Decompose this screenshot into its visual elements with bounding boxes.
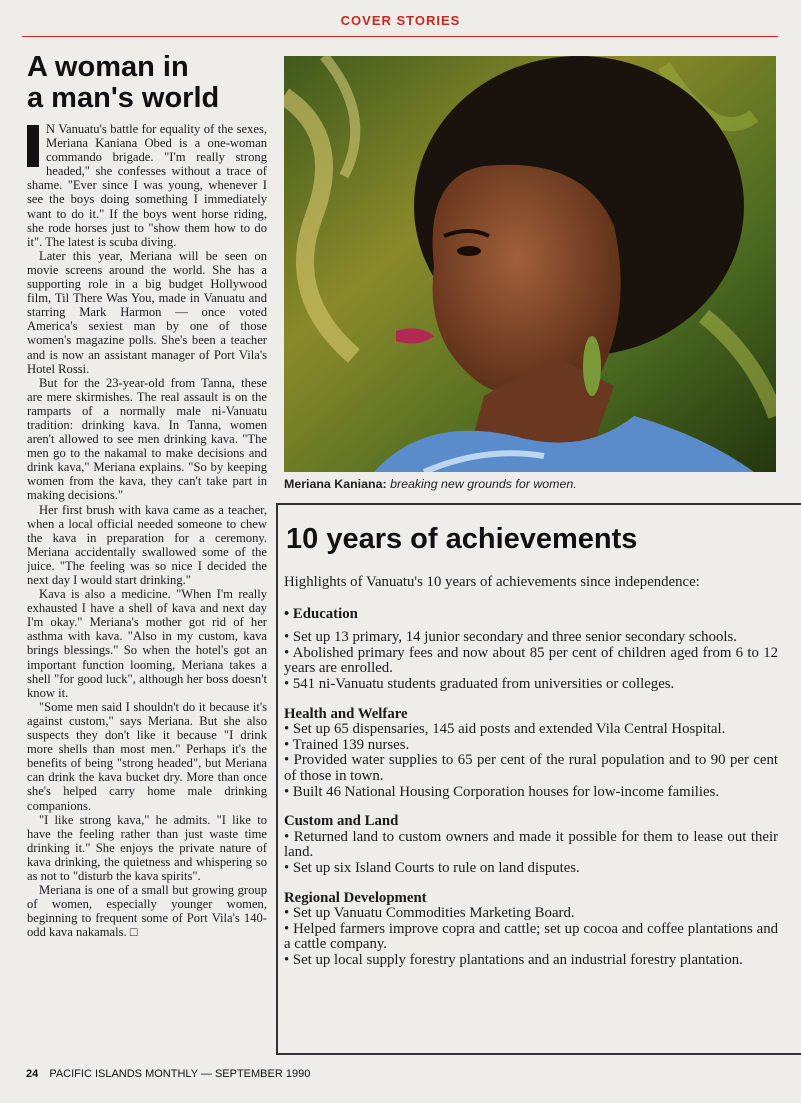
- drop-cap: [27, 125, 39, 167]
- article-paragraph: Meriana is one of a small but growing group of women, especially younger women, beginning to frequent some of Port Vila's 140-odd kava nakamals. □: [27, 883, 267, 940]
- list-item: • Set up Vanuatu Commodities Marketing Board.: [284, 905, 575, 922]
- list-item: • Returned land to custom owners and made it possible for them to lease out their land.: [284, 828, 778, 861]
- headline-line-1: A woman in: [27, 51, 189, 83]
- section-heading-health: Health and Welfare: [284, 705, 408, 722]
- page-number: 24: [26, 1068, 39, 1080]
- list-item: • Built 46 National Housing Corporation houses for low-income families.: [284, 783, 720, 800]
- list-item: • 541 ni-Vanuatu students graduated from universities or colleges.: [284, 675, 675, 692]
- sidebar-intro: Highlights of Vanuatu's 10 years of achievements since independence:: [284, 574, 700, 590]
- headline-line-2: a man's world: [27, 82, 220, 114]
- list-item: • Provided water supplies to 65 per cent of the rural population and to 90 per cent of those in town.: [284, 752, 778, 784]
- article-paragraph: "I like strong kava," he admits. "I like to have the feeling rather than just waste time drinking it." She enjoys the private nature of kava drinking, the quietness and whispering so as not to "disturb the kava spirits".: [27, 812, 267, 883]
- section-heading-custom-land: Custom and Land: [284, 813, 399, 830]
- end-mark: □: [129, 925, 138, 940]
- article-paragraph: Her first brush with kava came as a teacher, when a local official needed someone to chew the kava in preparation for a ceremony. Meriana accidentally swallowed some of the juice. "The feeling was so nice I decided the next day I would start drinking.": [27, 502, 267, 587]
- photo-caption: [284, 477, 778, 491]
- top-rule: [22, 36, 778, 37]
- article-paragraph: Kava is also a medicine. "When I'm really exhausted I have a shell of kava and next day I'm okay." Meriana's mother got rid of her asthma with kava. "Also in my custom, kava brings blessings." So when the hotel's got an important function looming, Meriana takes a shell "for good luck", although her boss doesn't know it.: [27, 587, 267, 700]
- article-headline: [27, 52, 267, 114]
- article-body: [27, 122, 267, 1062]
- list-item: • Set up 65 dispensaries, 145 aid posts and extended Vila Central Hospital.: [284, 721, 726, 738]
- section-heading-education: • Education: [284, 605, 358, 622]
- list-item: • Helped farmers improve copra and cattle; set up cocoa and coffee plantations and a cattle company.: [284, 920, 778, 953]
- portrait-photo: [284, 56, 776, 472]
- page-footer: [26, 1068, 310, 1080]
- achievements-sidebar: [276, 503, 801, 1055]
- list-item: • Set up local supply forestry plantations and an industrial forestry plantation.: [284, 951, 743, 968]
- article-paragraph: N Vanuatu's battle for equality of the sexes, Meriana Kaniana Obed is a one-woman commando brigade. "I'm really strong headed," she confesses without a trace of shame. "Ever since I was young, whenever I see the boys doing something I immediately want to do it." If the boys went horse riding, she rode horses just to "show them how to do it". The latest is scuba diving.: [27, 122, 267, 249]
- publication-line: PACIFIC ISLANDS MONTHLY — SEPTEMBER 1990: [49, 1068, 311, 1080]
- portrait-illustration: [284, 56, 776, 472]
- article-paragraph: But for the 23-year-old from Tanna, these are mere skirmishes. The real assault is on the ramparts of a normally male ni-Vanuatu tradition: drinking kava. In Tanna, women aren't allowed to see men drinking kava. "The men go to the nakamal to make decisions and drink kava," Meriana explains. "So by keeping women from the kava, they can't take part in making decisions.": [27, 375, 267, 503]
- list-item: • Trained 139 nurses.: [284, 736, 410, 753]
- section-heading-regional: Regional Development: [284, 889, 427, 906]
- sidebar-body: [284, 575, 778, 968]
- caption-text: breaking new grounds for women.: [390, 477, 577, 491]
- sidebar-title: 10 years of achievements: [286, 523, 638, 555]
- section-label: COVER STORIES: [340, 13, 461, 28]
- list-item: • Abolished primary fees and now about 85 per cent of children aged from 6 to 12 years are enrolled.: [284, 644, 778, 677]
- list-item: • Set up six Island Courts to rule on land disputes.: [284, 859, 580, 876]
- article-paragraph: Later this year, Meriana will be seen on movie screens around the world. She has a supporting role in a big budget Hollywood film, Til There Was You, made in Vanuatu and starring Mark Harmon — once voted America's sexiest man by one of those women's magazine polls. She's been a teacher and is now an assistant manager of Port Vila's Hotel Rossi.: [27, 248, 267, 376]
- caption-name: Meriana Kaniana:: [284, 477, 387, 491]
- article-paragraph: "Some men said I shouldn't do it because it's against custom," says Meriana. But she also suspects they don't like it because "I drink more shells than most men." Perhaps it's the benefits of being "strong headed", but Meriana can drink the kava bucket dry. More than once she's helped carry home male drinking companions.: [27, 699, 267, 813]
- list-item: • Set up 13 primary, 14 junior secondary and three senior secondary schools.: [284, 629, 737, 646]
